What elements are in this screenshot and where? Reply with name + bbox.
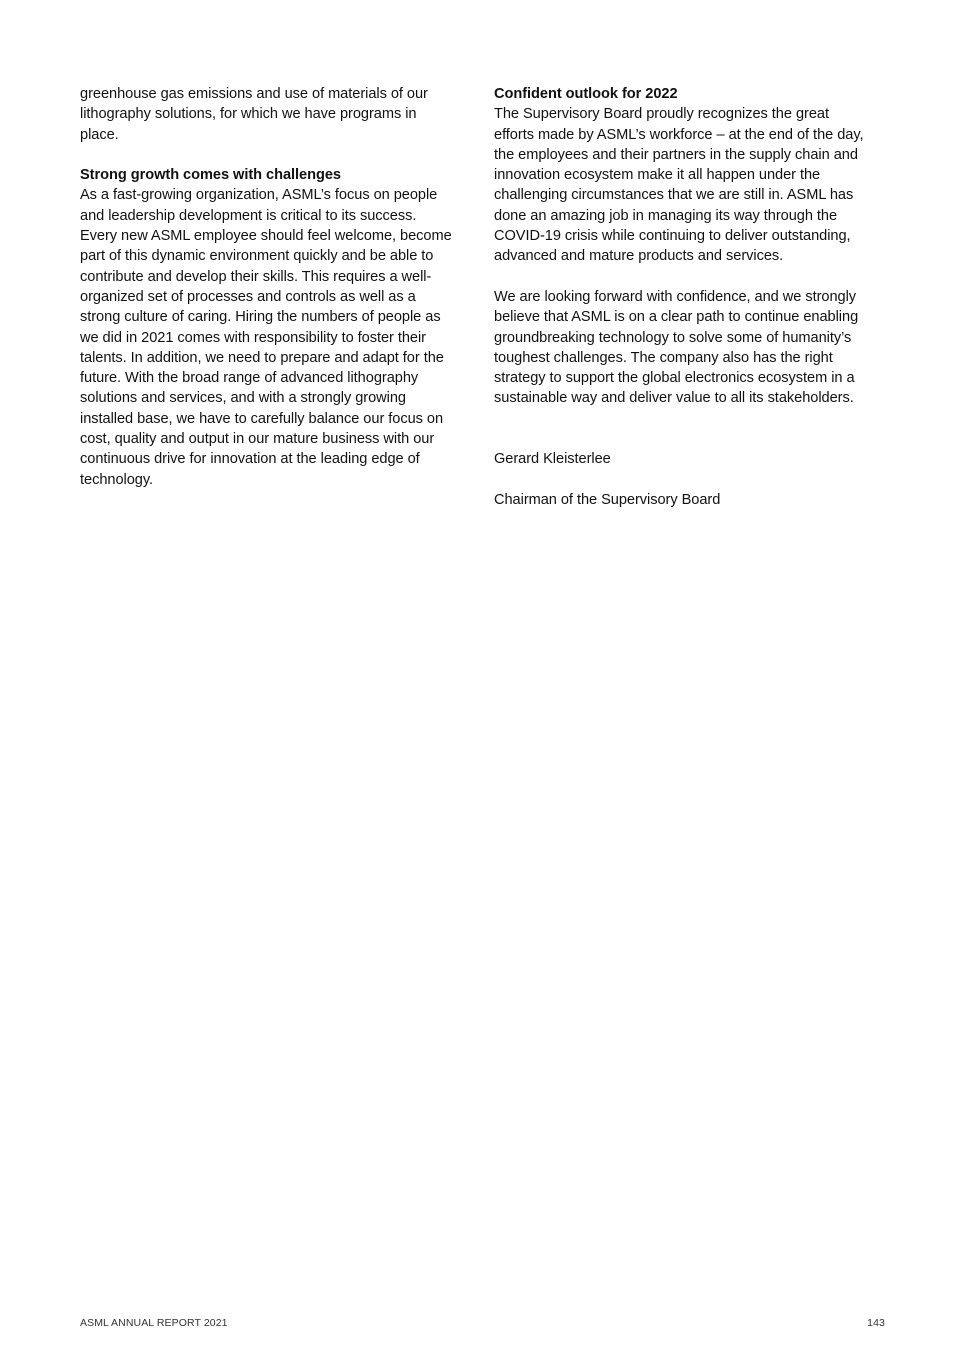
- signature-block: [494, 429, 890, 530]
- intro-paragraph: greenhouse gas emissions and use of materials of our lithography solutions, for which we have programs in place.: [80, 86, 428, 143]
- section-body-outlook: The Supervisory Board proudly recognizes the great efforts made by ASML’s workforce – at the end of the day, the employees and their partners in the supply chain and innovation ecosystem make it all happen under the challenging circumstances that we are still in. ASML has done an amazing job in managing its way through the COVID-19 crisis while continuing to deliver outstanding, advanced and mature products and services.: [494, 106, 864, 265]
- signature-name: Gerard Kleisterlee: [494, 451, 611, 468]
- footer-page-number: 143: [867, 1317, 885, 1329]
- left-column: [80, 84, 472, 510]
- closing-paragraph: We are looking forward with confidence, and we strongly believe that ASML is on a clear path to continue enabling groundbreaking technology to solve some of humanity’s toughest challenges. The company also has the right strategy to support the global electronics ecosystem in a sustainable way and deliver value to all its stakeholders.: [494, 288, 859, 407]
- signature-title: Chairman of the Supervisory Board: [494, 491, 721, 508]
- section-body-growth: As a fast-growing organization, ASML’s focus on people and leadership development is critical to its success. Every new ASML employee should feel welcome, become part of this dynamic environment quickly and be able to contribute and develop their skills. This requires a well- organized set of processes and controls as well as a strong culture of caring. Hiring the numbers of people as we did in 2021 comes with responsibility to foster their talents. In addition, we need to prepare and adapt for the future. With the broad range of advanced lithography solutions and services, and with a strongly growing installed base, we have to carefully balance our focus on cost, quality and output in our mature business with our continuous drive for innovation at the leading edge of technology.: [80, 187, 452, 488]
- footer-report-title: ASML ANNUAL REPORT 2021: [80, 1317, 228, 1329]
- right-column: [494, 84, 890, 531]
- section-heading-growth: Strong growth comes with challenges: [80, 167, 341, 184]
- section-heading-outlook: Confident outlook for 2022: [494, 86, 678, 102]
